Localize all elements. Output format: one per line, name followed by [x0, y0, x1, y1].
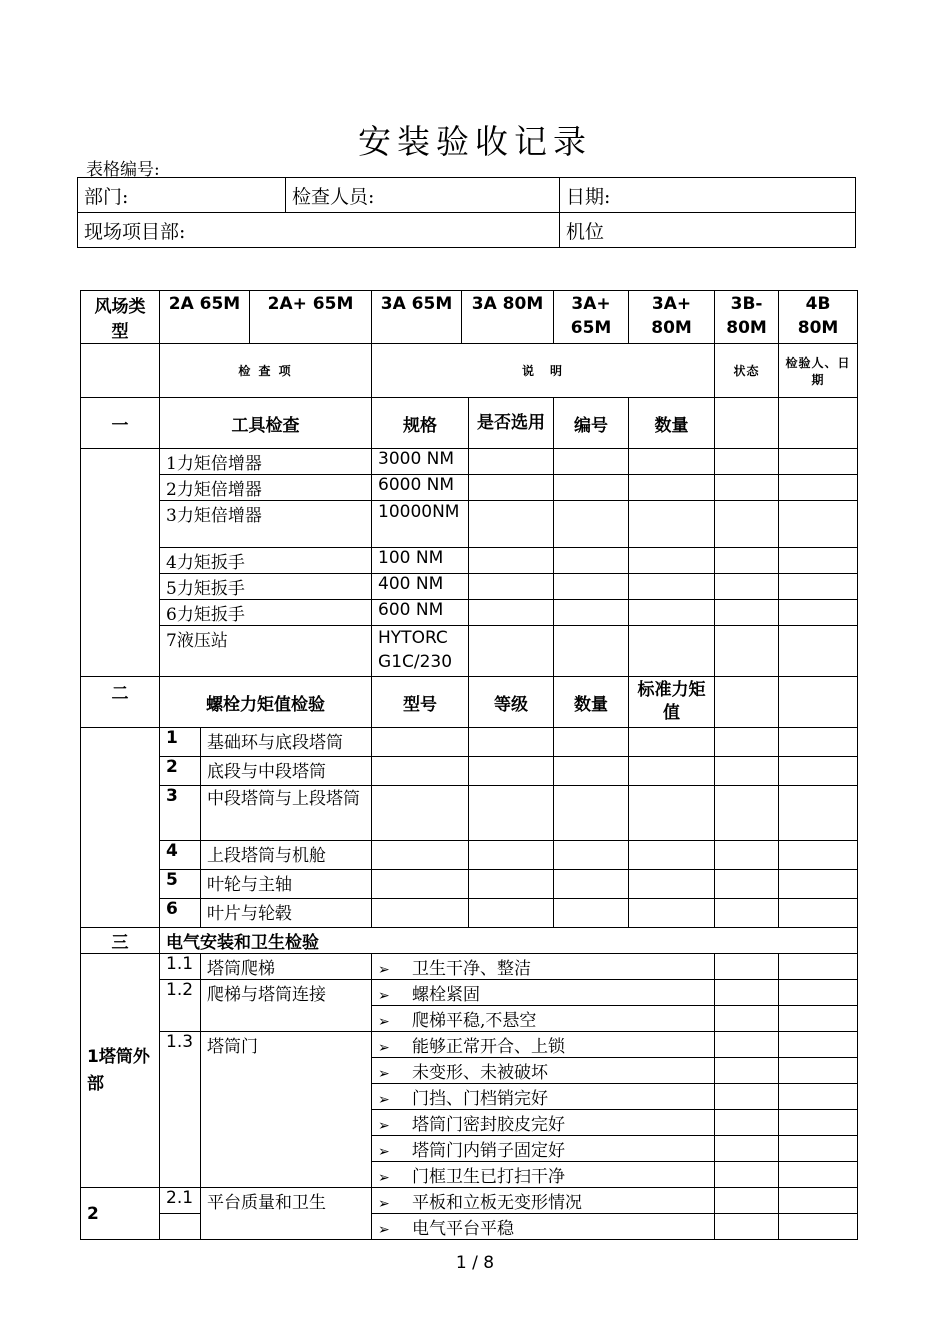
checker-cell[interactable]	[779, 1214, 858, 1240]
tool-spec: 600 NM	[372, 600, 469, 626]
col-status-heading: 状态	[715, 344, 779, 398]
cell-input[interactable]	[554, 600, 629, 626]
cell-input[interactable]	[469, 600, 554, 626]
table-row	[81, 786, 858, 841]
page-number: 1 / 8	[455, 1253, 495, 1273]
col-model: 型号	[372, 677, 469, 728]
header-table	[77, 177, 856, 248]
cell-input[interactable]	[554, 548, 629, 574]
item-name: 爬梯与塔筒连接	[201, 980, 372, 1032]
table-row	[81, 600, 858, 626]
col-selected: 是否选用	[469, 398, 554, 449]
inspection-table	[80, 290, 858, 1240]
type-label: 风场类型	[81, 291, 160, 344]
cell-input[interactable]	[554, 626, 629, 677]
checker-cell[interactable]	[779, 1188, 858, 1214]
cell-input[interactable]	[779, 475, 858, 501]
cell-input[interactable]	[715, 841, 779, 870]
cell-input[interactable]	[629, 728, 715, 757]
arrow-bullet-icon: ➢	[378, 1196, 390, 1212]
cell-input[interactable]	[779, 574, 858, 600]
cell-input[interactable]	[629, 449, 715, 475]
status-cell[interactable]	[715, 1058, 779, 1084]
cell-input[interactable]	[469, 841, 554, 870]
cell-input[interactable]	[779, 841, 858, 870]
table-row	[81, 626, 858, 677]
cell-input[interactable]	[554, 757, 629, 786]
row-number: 4	[160, 841, 201, 870]
table-row	[81, 980, 858, 1006]
arrow-bullet-icon: ➢	[378, 988, 390, 1004]
tool-spec: 400 NM	[372, 574, 469, 600]
cell-input[interactable]	[554, 841, 629, 870]
cell-input[interactable]	[715, 501, 779, 548]
type-item: 3B-80M	[715, 291, 779, 344]
section-title: 电气安装和卫生检验	[160, 928, 858, 954]
cell-input[interactable]	[372, 757, 469, 786]
cell-input[interactable]	[779, 757, 858, 786]
inspector-field[interactable]: 检查人员:	[286, 178, 560, 213]
bolt-joint: 底段与中段塔筒	[201, 757, 372, 786]
arrow-bullet-icon: ➢	[378, 1040, 390, 1056]
cell-input[interactable]	[715, 600, 779, 626]
table-row	[81, 757, 858, 786]
status-cell[interactable]	[715, 1006, 779, 1032]
check-point: 平板和立板无变形情况	[412, 1193, 583, 1213]
arrow-bullet-icon: ➢	[378, 1170, 390, 1186]
check-point: 未变形、未被破坏	[412, 1063, 549, 1083]
status-cell[interactable]	[715, 1188, 779, 1214]
cell-input[interactable]	[554, 574, 629, 600]
col-qty: 数量	[629, 398, 715, 449]
cell-input[interactable]	[629, 786, 715, 841]
tool-name: 1力矩倍增器	[160, 449, 372, 475]
section-title: 螺栓力矩值检验	[160, 677, 372, 728]
bolt-joint: 基础环与底段塔筒	[201, 728, 372, 757]
item-number: 2.1	[160, 1188, 201, 1214]
table-row	[81, 728, 858, 757]
cell-input[interactable]	[629, 600, 715, 626]
cell-input[interactable]	[469, 870, 554, 899]
cell-input[interactable]	[554, 870, 629, 899]
table-row	[81, 449, 858, 475]
cell-input[interactable]	[554, 899, 629, 928]
tool-spec: HYTORC G1C/230	[372, 626, 469, 677]
tool-name: 3力矩倍增器	[160, 501, 372, 548]
tool-name: 4力矩扳手	[160, 548, 372, 574]
arrow-bullet-icon: ➢	[378, 1066, 390, 1082]
cell-input[interactable]	[629, 870, 715, 899]
type-item: 2A 65M	[160, 291, 250, 343]
table-row	[81, 475, 858, 501]
item-name: 塔筒爬梯	[201, 954, 372, 980]
status-cell[interactable]	[715, 1214, 779, 1240]
cell-input[interactable]	[629, 899, 715, 928]
cell-input[interactable]	[715, 786, 779, 841]
status-cell[interactable]	[715, 1136, 779, 1162]
type-item: 3A+ 80M	[629, 291, 715, 344]
table-row	[81, 1188, 858, 1214]
tool-name: 6力矩扳手	[160, 600, 372, 626]
check-point: 能够正常开合、上锁	[412, 1037, 566, 1057]
cell-input[interactable]	[469, 475, 554, 501]
group-label: 1塔筒外部	[81, 954, 160, 1188]
cell-input[interactable]	[554, 449, 629, 475]
table-row	[81, 501, 858, 548]
type-item: 3A+ 65M	[554, 291, 629, 344]
type-item: 3A 65M	[372, 291, 462, 343]
tool-name: 2力矩倍增器	[160, 475, 372, 501]
cell-input[interactable]	[554, 501, 629, 548]
tool-spec: 10000NM	[372, 501, 469, 548]
arrow-bullet-icon: ➢	[378, 962, 390, 978]
type-item: 2A+ 65M	[267, 294, 354, 314]
check-point: 塔筒门密封胶皮完好	[412, 1115, 566, 1135]
checker-cell[interactable]	[779, 1032, 858, 1058]
arrow-bullet-icon: ➢	[378, 1222, 390, 1238]
checker-cell[interactable]	[779, 1110, 858, 1136]
col-desc-heading: 说 明	[372, 344, 715, 398]
cell-input[interactable]	[715, 728, 779, 757]
checker-cell[interactable]	[779, 980, 858, 1006]
check-point: 门框卫生已打扫干净	[412, 1167, 566, 1187]
cell-input[interactable]	[629, 757, 715, 786]
table-row	[81, 870, 858, 899]
row-number: 1	[160, 728, 201, 757]
arrow-bullet-icon: ➢	[378, 1118, 390, 1134]
date-field[interactable]: 日期:	[560, 178, 856, 213]
cell-input[interactable]	[469, 548, 554, 574]
arrow-bullet-icon: ➢	[378, 1014, 390, 1030]
tool-name: 7液压站	[160, 626, 372, 677]
checker-cell[interactable]	[779, 1006, 858, 1032]
bolt-joint: 上段塔筒与机舱	[201, 841, 372, 870]
cell-input[interactable]	[779, 870, 858, 899]
cell-input[interactable]	[715, 870, 779, 899]
item-number: 1.2	[160, 980, 201, 1032]
item-number: 1.3	[160, 1032, 201, 1188]
cell-input[interactable]	[779, 899, 858, 928]
col-qty: 数量	[554, 677, 629, 728]
cell-input[interactable]	[372, 870, 469, 899]
arrow-bullet-icon: ➢	[378, 1144, 390, 1160]
cell-input[interactable]	[469, 501, 554, 548]
table-row	[81, 1214, 858, 1240]
group-label: 2	[81, 1188, 160, 1240]
status-cell[interactable]	[715, 954, 779, 980]
cell-input[interactable]	[554, 786, 629, 841]
cell-input[interactable]	[372, 841, 469, 870]
cell-input[interactable]	[779, 626, 858, 677]
tool-spec: 100 NM	[372, 548, 469, 574]
cell-input[interactable]	[372, 899, 469, 928]
tool-name: 5力矩扳手	[160, 574, 372, 600]
check-point: 螺栓紧固	[412, 985, 481, 1005]
form-number-label: 表格编号:	[86, 160, 160, 180]
page-title: 安装验收记录	[358, 122, 592, 161]
cell-input[interactable]	[715, 899, 779, 928]
row-number: 3	[160, 786, 201, 841]
cell-input[interactable]	[372, 728, 469, 757]
status-cell[interactable]	[715, 1032, 779, 1058]
cell-input[interactable]	[629, 841, 715, 870]
row-number: 5	[160, 870, 201, 899]
col-item-heading: 检 查 项	[160, 344, 372, 398]
table-row	[81, 899, 858, 928]
col-spec: 规格	[372, 398, 469, 449]
col-grade: 等级	[469, 677, 554, 728]
cell-input[interactable]	[629, 626, 715, 677]
cell-input[interactable]	[779, 548, 858, 574]
checker-cell[interactable]	[779, 1162, 858, 1188]
project-field[interactable]: 现场项目部:	[78, 213, 560, 248]
cell-input[interactable]	[779, 449, 858, 475]
checker-cell[interactable]	[779, 1084, 858, 1110]
cell-input[interactable]	[554, 475, 629, 501]
cell-input[interactable]	[469, 786, 554, 841]
item-name: 塔筒门	[201, 1032, 372, 1188]
section-number: 一	[81, 398, 160, 449]
tool-spec: 3000 NM	[372, 449, 469, 475]
cell-input[interactable]	[554, 728, 629, 757]
dept-field[interactable]: 部门:	[78, 178, 286, 213]
status-cell[interactable]	[715, 980, 779, 1006]
cell-input[interactable]	[715, 475, 779, 501]
unit-field[interactable]: 机位	[560, 213, 856, 248]
checker-cell[interactable]	[779, 1058, 858, 1084]
table-row	[81, 574, 858, 600]
check-point: 爬梯平稳,不悬空	[412, 1011, 537, 1031]
cell-input[interactable]	[715, 449, 779, 475]
cell-input[interactable]	[779, 728, 858, 757]
table-row	[81, 548, 858, 574]
bolt-joint: 叶轮与主轴	[201, 870, 372, 899]
section-title: 工具检查	[160, 398, 372, 449]
col-torque: 标准力矩值	[629, 677, 715, 728]
table-row	[81, 954, 858, 980]
cell-input[interactable]	[469, 574, 554, 600]
cell-input[interactable]	[779, 786, 858, 841]
cell-input[interactable]	[372, 786, 469, 841]
checker-cell[interactable]	[779, 954, 858, 980]
status-cell[interactable]	[715, 1084, 779, 1110]
status-cell[interactable]	[715, 1162, 779, 1188]
cell-input[interactable]	[629, 548, 715, 574]
type-item: 3A 80M	[471, 294, 544, 314]
check-point: 塔筒门内销子固定好	[412, 1141, 566, 1161]
check-point: 卫生干净、整洁	[412, 959, 532, 979]
tool-spec: 6000 NM	[372, 475, 469, 501]
cell-input[interactable]	[715, 757, 779, 786]
item-name: 平台质量和卫生	[201, 1188, 372, 1240]
table-row	[81, 1032, 858, 1058]
cell-input[interactable]	[715, 574, 779, 600]
checker-cell[interactable]	[779, 1136, 858, 1162]
item-number: 1.1	[160, 954, 201, 980]
cell-input[interactable]	[469, 757, 554, 786]
status-cell[interactable]	[715, 1110, 779, 1136]
arrow-bullet-icon: ➢	[378, 1092, 390, 1108]
cell-input[interactable]	[469, 899, 554, 928]
cell-input[interactable]	[779, 600, 858, 626]
type-row	[81, 291, 858, 344]
cell-input[interactable]	[469, 728, 554, 757]
row-number: 2	[160, 757, 201, 786]
check-point: 门挡、门档销完好	[412, 1089, 549, 1109]
cell-input[interactable]	[629, 574, 715, 600]
type-item: 4B 80M	[779, 291, 858, 344]
col-checker-heading: 检验人、日期	[779, 344, 858, 398]
section-number: 二	[81, 677, 160, 728]
table-row	[81, 841, 858, 870]
cell-input[interactable]	[629, 501, 715, 548]
check-point: 电气平台平稳	[412, 1219, 515, 1239]
bolt-joint: 中段塔筒与上段塔筒	[201, 786, 372, 841]
cell-input[interactable]	[779, 501, 858, 548]
col-code: 编号	[554, 398, 629, 449]
cell-input[interactable]	[715, 548, 779, 574]
cell-input[interactable]	[469, 626, 554, 677]
cell-input[interactable]	[629, 475, 715, 501]
section-number: 三	[81, 928, 160, 954]
cell-input[interactable]	[469, 449, 554, 475]
cell-input[interactable]	[715, 626, 779, 677]
bolt-joint: 叶片与轮毂	[201, 899, 372, 928]
row-number: 6	[160, 899, 201, 928]
